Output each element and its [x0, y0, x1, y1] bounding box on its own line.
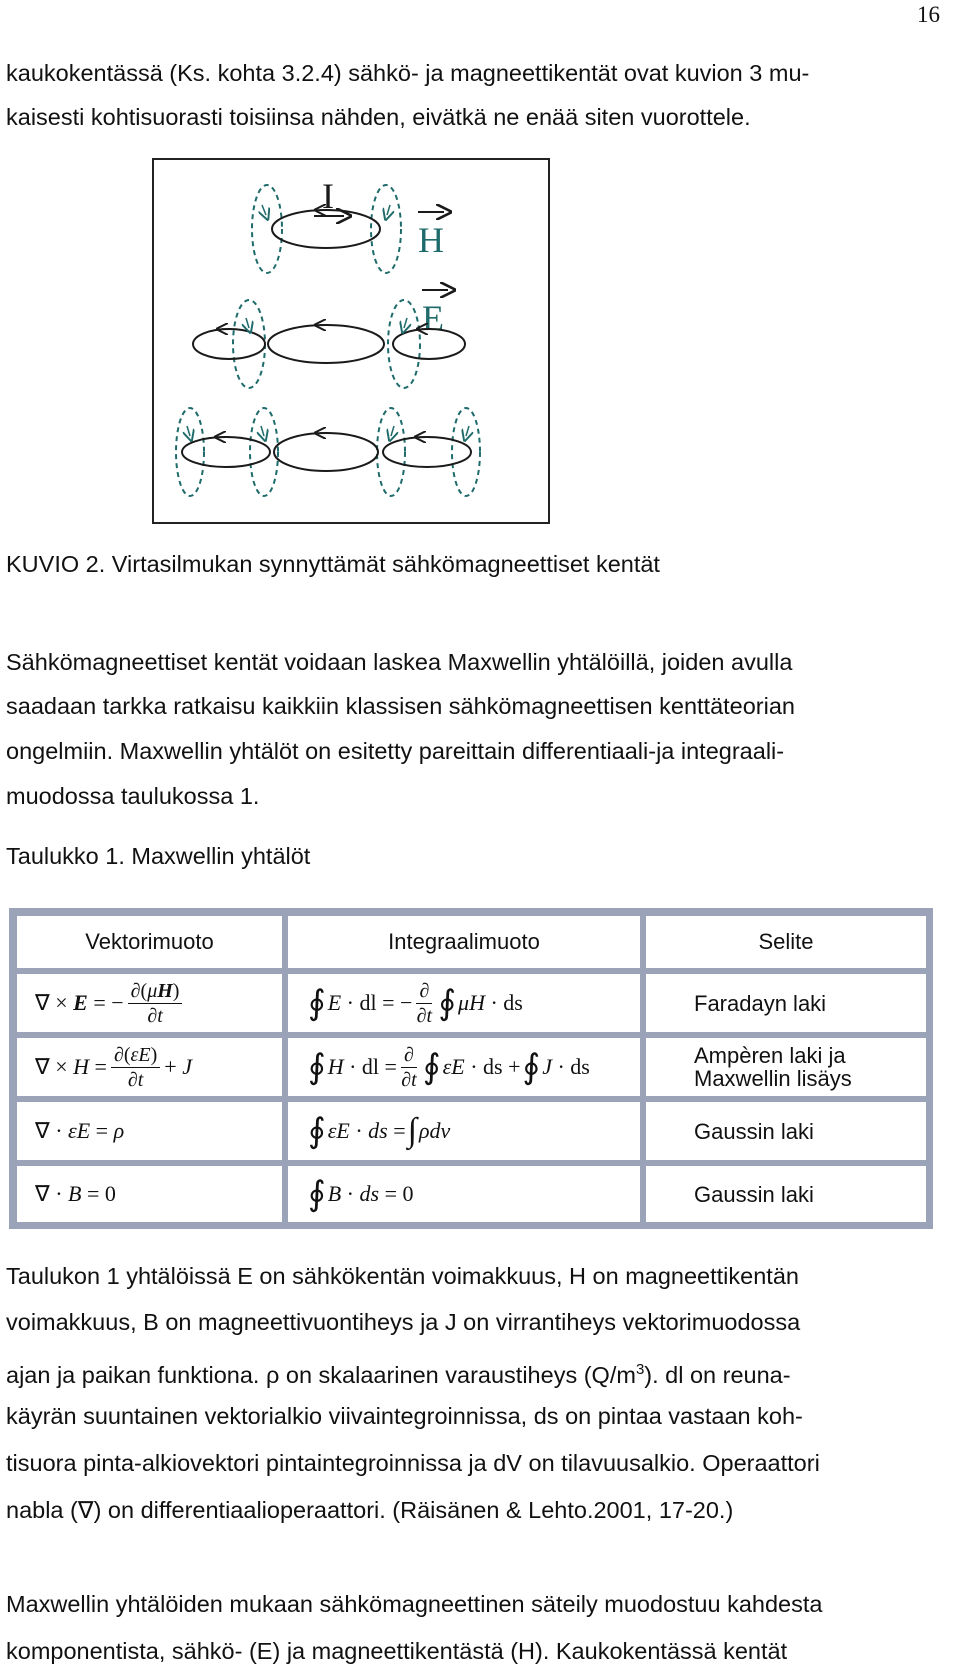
- row3-description: Gaussin laki: [646, 1102, 926, 1160]
- para1-line-1: Sähkömagneettiset kentät voidaan laskea Maxwellin yhtälöillä, joiden avulla: [6, 649, 793, 675]
- row3-vector-form: ∇ · εE = ρ: [17, 1102, 282, 1160]
- label-h: H: [418, 220, 444, 260]
- row2-desc-line-2: Maxwellin lisäys: [694, 1066, 852, 1091]
- header-selite: Selite: [646, 916, 926, 968]
- para2-line-2: voimakkuus, B on magneettivuontiheys ja J on virrantiheys vektorimuodossa: [6, 1309, 801, 1335]
- para1-line-2: saadaan tarkka ratkaisu kaikkiin klassisen sähkömagneettisen kenttäteorian: [6, 693, 795, 719]
- superscript-3: 3: [635, 1361, 645, 1378]
- para1-line-3: ongelmiin. Maxwellin yhtälöt on esitetty pareittain differentiaali-ja integraali-: [6, 738, 785, 764]
- row2-vector-form: ∇ × H = $\frac{\partial(\varepsilon E)}{\partial t}$ + J: [17, 1038, 282, 1096]
- row2-integral-form: ∮ H · dl = $\frac{\partial}{\partial t}$ ∮ εE · ds + ∮ J · ds: [288, 1038, 640, 1096]
- para2-line-5: tisuora pinta-alkiovektori pintaintegroinnissa ja dV on tilavuusalkio. Operaattori: [6, 1450, 820, 1476]
- row1-vector-form: ∇ × E = − $\frac{\partial(\mu H)}{\partial t}$: [17, 974, 282, 1032]
- current-loop-figure: [152, 158, 550, 524]
- row4-vector-form: ∇ · B = 0: [17, 1166, 282, 1222]
- row4-description: Gaussin laki: [646, 1166, 926, 1222]
- para2-line-4: käyrän suuntainen vektorialkio viivaintegroinnissa, ds on pintaa vastaan koh-: [6, 1403, 803, 1429]
- label-e: E: [422, 298, 444, 338]
- para2-line-6: nabla (∇) on differentiaalioperaattori. (Räisänen & Lehto.2001, 17-20.): [6, 1497, 734, 1523]
- para2-line-3: [6, 1346, 956, 1399]
- para1-line-4: muodossa taulukossa 1.: [6, 783, 260, 809]
- para2-line-3a: ajan ja paikan funktiona. ρ on skalaarinen varaustiheys (Q/m: [6, 1361, 636, 1388]
- intro-line-1: kaukokentässä (Ks. kohta 3.2.4) sähkö- ja magneettikentät ovat kuvion 3 mu-: [6, 60, 810, 86]
- para2-line-3b: ). dl on reuna-: [644, 1361, 791, 1388]
- intro-line-2: kaisesti kohtisuorasti toisiinsa nähden, eivätkä ne enää siten vuorottele.: [6, 104, 751, 130]
- para2-line-1: Taulukon 1 yhtälöissä E on sähkökentän voimakkuus, H on magneettikentän: [6, 1263, 799, 1289]
- row4-integral-form: ∮ B · ds = 0: [288, 1166, 640, 1222]
- row3-integral-form: ∮ εE · ds = ∫ ρdv: [288, 1102, 640, 1160]
- row1-integral-form: ∮ E · dl = − $\frac{\partial}{\partial t}$ ∮ μH · ds: [288, 974, 640, 1032]
- maxwell-table: [9, 908, 933, 1229]
- page-number: 16: [917, 2, 940, 27]
- para3-line-2: komponentista, sähkö- (E) ja magneettikentästä (H). Kaukokentässä kentät: [6, 1638, 788, 1664]
- figure-caption: KUVIO 2. Virtasilmukan synnyttämät sähkömagneettiset kentät: [6, 551, 660, 577]
- header-integraalimuoto: Integraalimuoto: [288, 916, 640, 968]
- loop-row-3: [176, 408, 480, 496]
- para3-line-1: Maxwellin yhtälöiden mukaan sähkömagneettinen säteily muodostuu kahdesta: [6, 1591, 823, 1617]
- table-caption: Taulukko 1. Maxwellin yhtälöt: [6, 843, 311, 869]
- row2-description: [646, 1038, 926, 1096]
- row1-description: Faradayn laki: [646, 974, 926, 1032]
- label-i: I: [322, 176, 334, 216]
- header-vektorimuoto: Vektorimuoto: [17, 916, 282, 968]
- row2-desc-line-1: Ampèren laki ja: [694, 1043, 846, 1068]
